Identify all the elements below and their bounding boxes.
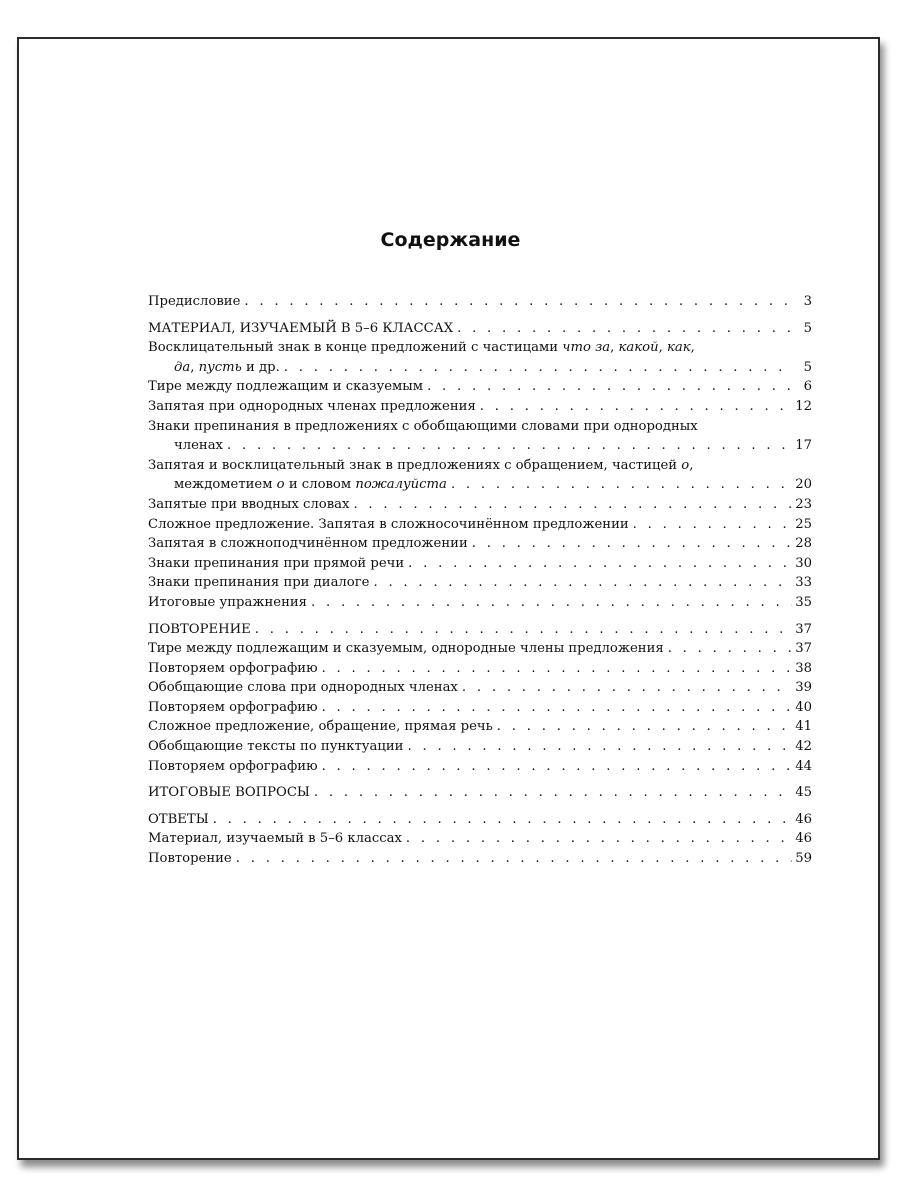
toc-entry-page: 30: [795, 555, 812, 571]
toc-entry: [148, 338, 812, 377]
table-of-contents: [148, 292, 812, 869]
toc-entry-label: Повторяем орфографию: [148, 660, 318, 676]
toc-entry-page: 28: [795, 536, 812, 552]
dot-leader: [236, 849, 792, 869]
dot-leader: [227, 436, 792, 456]
toc-entry-page: 37: [795, 621, 812, 637]
toc-entry-label-continuation: членах: [174, 438, 223, 454]
toc-entry-label: Запятая при однородных членах предложения: [148, 398, 476, 414]
toc-entry-page: 23: [795, 496, 812, 512]
toc-entry: [148, 292, 812, 312]
toc-entry: [148, 495, 812, 515]
toc-entry-label: Тире между подлежащим и сказуемым, однородные члены предложения: [148, 641, 664, 657]
toc-entry: [148, 829, 812, 849]
toc-entry: [148, 849, 812, 869]
toc-entry-page: 42: [795, 739, 812, 755]
dot-leader: [457, 319, 793, 339]
toc-entry-label: Знаки препинания в предложениях с обобщающими словами при однородных: [148, 418, 698, 434]
toc-entry: [148, 417, 812, 456]
toc-entry-page: 5: [803, 320, 812, 336]
toc-entry-label: Предисловие: [148, 294, 241, 309]
toc-entry: [148, 639, 812, 659]
dot-leader: [255, 620, 792, 640]
toc-entry-label-continuation: да, пусть и др.: [174, 359, 280, 375]
dot-leader: [407, 737, 792, 757]
toc-entry: [148, 678, 812, 698]
dot-leader: [244, 292, 793, 312]
toc-entry-label: Знаки препинания при прямой речи: [148, 555, 405, 571]
dot-leader: [322, 757, 793, 777]
toc-entry-page: 59: [795, 851, 812, 867]
toc-entry-label: Запятая в сложноподчинённом предложении: [148, 536, 468, 552]
dot-leader: [472, 534, 792, 554]
dot-leader: [213, 810, 793, 830]
toc-entry-label: ОТВЕТЫ: [148, 811, 209, 827]
dot-leader: [284, 358, 793, 378]
toc-entry-page: 33: [795, 575, 812, 591]
toc-entry-page: 20: [795, 477, 812, 493]
toc-entry: [148, 534, 812, 554]
italic-word: как: [666, 340, 691, 356]
toc-entry-page: 44: [795, 758, 812, 774]
dot-leader: [462, 678, 792, 698]
toc-section-heading: [148, 810, 812, 830]
toc-section-heading: [148, 319, 812, 339]
toc-entry: [148, 397, 812, 417]
toc-entry-page: 39: [795, 680, 812, 696]
page-title: Содержание: [380, 229, 521, 251]
toc-entry-page: 12: [795, 398, 812, 414]
toc-entry-page: 45: [795, 785, 812, 801]
toc-entry-page: 3: [803, 294, 812, 309]
dot-leader: [314, 783, 792, 803]
toc-entry: [148, 717, 812, 737]
toc-entry-label: Итоговые упражнения: [148, 594, 307, 610]
toc-entry-page: 46: [795, 811, 812, 827]
dot-leader: [322, 698, 793, 718]
toc-entry-label: Обобщающие тексты по пунктуации: [148, 739, 404, 755]
document-page: [17, 37, 880, 1160]
toc-entry-label-continuation: междометием о и словом пожалуйста: [174, 477, 447, 493]
toc-section-heading: [148, 783, 812, 803]
toc-entry-label: Восклицательный знак в конце предложений с частицами что за, какой, как,: [148, 340, 695, 356]
toc-section-heading: [148, 620, 812, 640]
toc-entry-label: Сложное предложение, обращение, прямая речь: [148, 719, 493, 735]
toc-entry: [148, 456, 812, 495]
dot-leader: [406, 829, 792, 849]
toc-entry-label: Тире между подлежащим и сказуемым: [148, 379, 424, 395]
toc-entry: [148, 659, 812, 679]
italic-word: о: [681, 457, 690, 473]
toc-entry-page: 38: [795, 660, 812, 676]
toc-entry-page: 41: [795, 719, 812, 735]
dot-leader: [353, 495, 792, 515]
toc-entry-page: 6: [803, 379, 812, 395]
italic-word: какой: [618, 340, 659, 356]
toc-entry-label: Сложное предложение. Запятая в сложносочинённом предложении: [148, 516, 629, 532]
dot-leader: [311, 593, 792, 613]
toc-entry-label: Знаки препинания при диалоге: [148, 575, 370, 591]
toc-entry: [148, 515, 812, 535]
toc-entry-label: Повторяем орфографию: [148, 699, 318, 715]
toc-entry: [148, 757, 812, 777]
toc-entry: [148, 554, 812, 574]
dot-leader: [373, 573, 792, 593]
toc-entry-label: Повторяем орфографию: [148, 758, 318, 774]
italic-word: да: [174, 359, 191, 375]
italic-word: пусть: [198, 359, 242, 375]
toc-entry-label: Материал, изучаемый в 5–6 классах: [148, 831, 402, 847]
dot-leader: [497, 717, 792, 737]
toc-entry-label: Запятая и восклицательный знак в предложениях с обращением, частицей о,: [148, 457, 694, 473]
toc-entry: [148, 737, 812, 757]
toc-entry-label: ИТОГОВЫЕ ВОПРОСЫ: [148, 785, 310, 801]
toc-entry-page: 5: [803, 359, 812, 375]
toc-entry-page: 17: [795, 438, 812, 454]
italic-word: что за: [562, 340, 611, 356]
dot-leader: [451, 475, 792, 495]
toc-entry-label: Запятые при вводных словах: [148, 496, 350, 512]
dot-leader: [408, 554, 792, 574]
toc-entry-page: 37: [795, 641, 812, 657]
dot-leader: [427, 377, 793, 397]
italic-word: пожалуйста: [355, 477, 447, 493]
toc-entry-page: 40: [795, 699, 812, 715]
toc-entry-label: ПОВТОРЕНИЕ: [148, 621, 251, 637]
toc-entry-label: Обобщающие слова при однородных членах: [148, 680, 458, 696]
dot-leader: [480, 397, 792, 417]
toc-entry: [148, 698, 812, 718]
toc-entry-page: 46: [795, 831, 812, 847]
toc-entry: [148, 573, 812, 593]
dot-leader: [668, 639, 793, 659]
toc-entry-page: 35: [795, 594, 812, 610]
italic-word: о: [276, 477, 285, 493]
dot-leader: [322, 659, 793, 679]
toc-entry-label: Повторение: [148, 851, 232, 867]
toc-entry-page: 25: [795, 516, 812, 532]
toc-entry: [148, 377, 812, 397]
toc-entry: [148, 593, 812, 613]
toc-entry-label: МАТЕРИАЛ, ИЗУЧАЕМЫЙ В 5–6 КЛАССАХ: [148, 320, 454, 336]
dot-leader: [633, 515, 793, 535]
